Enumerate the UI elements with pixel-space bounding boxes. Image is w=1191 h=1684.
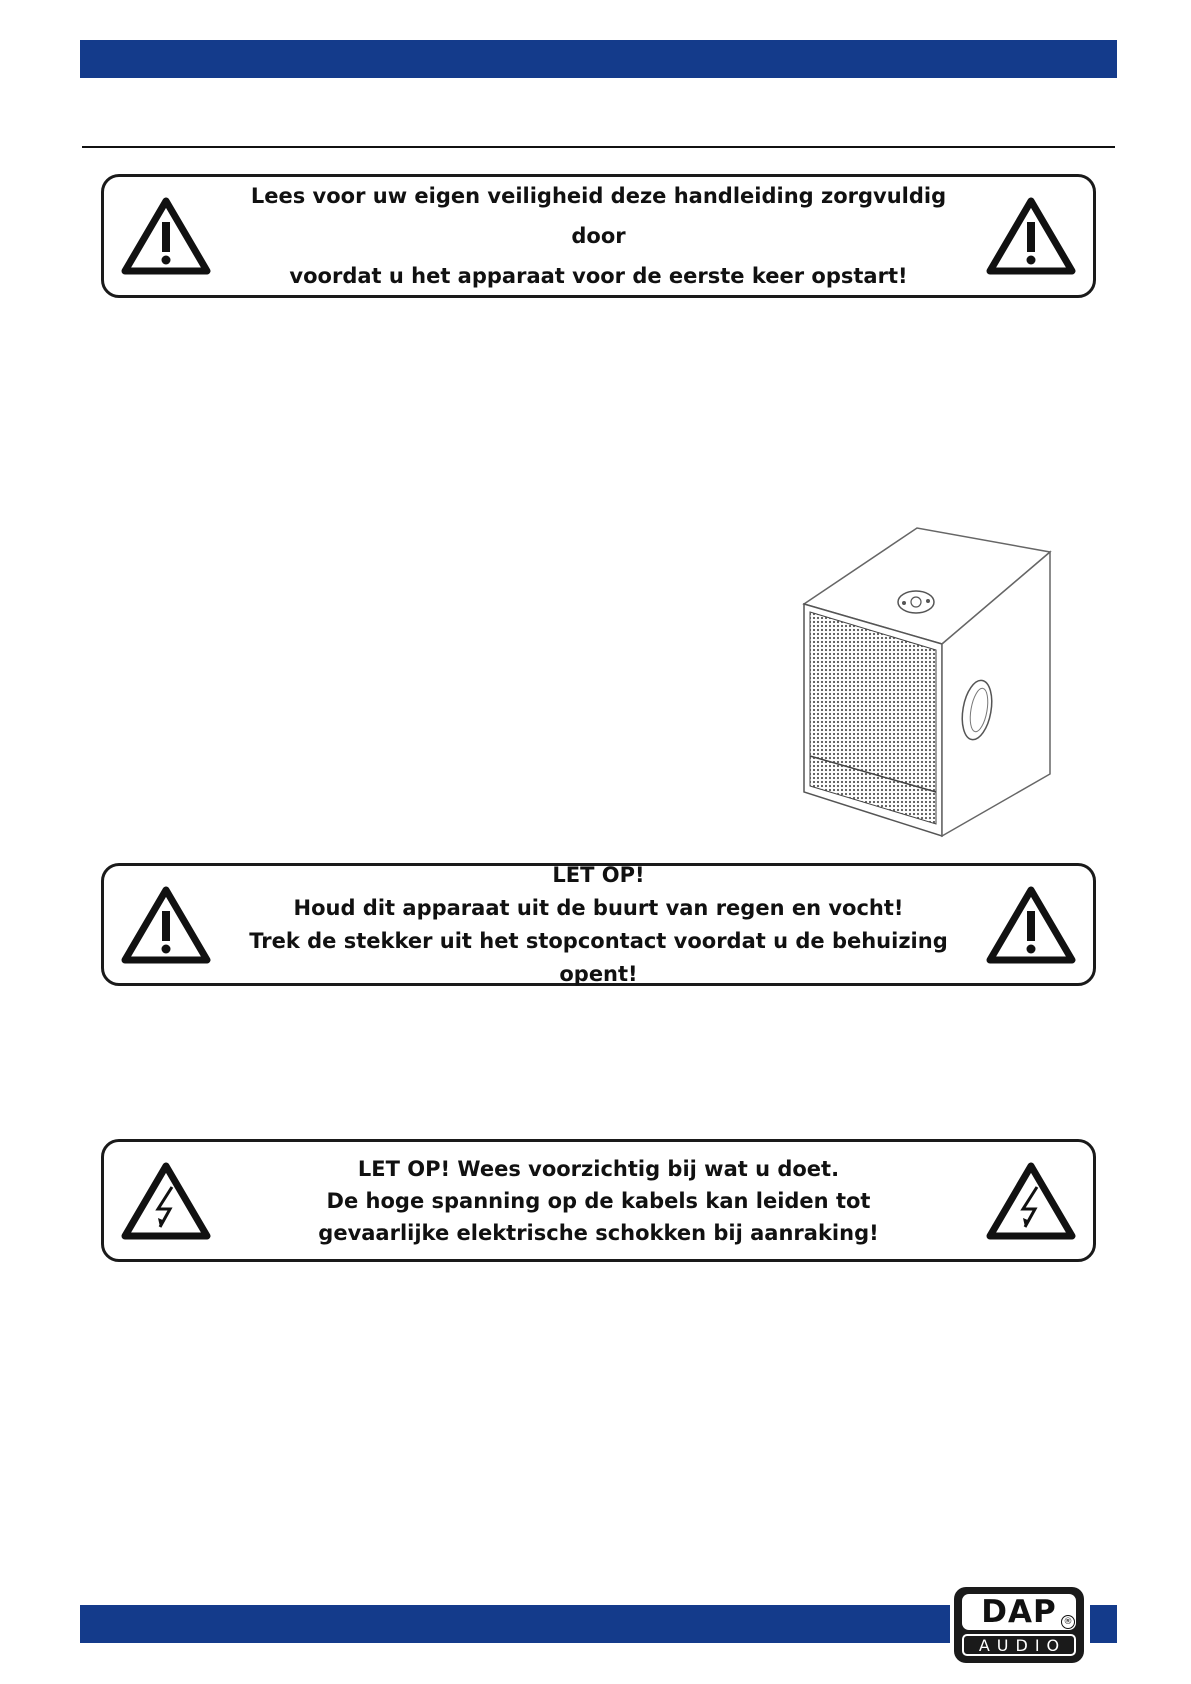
exclamation-triangle-icon xyxy=(120,196,212,276)
warning-read-manual xyxy=(101,174,1096,298)
warning-line: Lees voor uw eigen veiligheid deze handleiding zorgvuldig door xyxy=(250,184,947,248)
warning-line: Trek de stekker uit het stopcontact voordat u de behuizing opent! xyxy=(249,928,948,986)
dap-audio-logo xyxy=(954,1587,1084,1663)
warning-text xyxy=(224,862,973,986)
footer-bar xyxy=(80,1605,950,1643)
exclamation-triangle-icon xyxy=(985,885,1077,965)
exclamation-triangle-icon xyxy=(985,196,1077,276)
warning-moisture xyxy=(101,863,1096,986)
warning-line: voordat u het apparaat voor de eerste keer opstart! xyxy=(289,264,908,288)
warning-line: Houd dit apparaat uit de buurt van regen en vocht! xyxy=(293,895,904,920)
warning-voltage xyxy=(101,1139,1096,1262)
warning-line: De hoge spanning op de kabels kan leiden tot xyxy=(326,1188,871,1213)
exclamation-triangle-icon xyxy=(120,885,212,965)
warning-text xyxy=(224,1142,973,1259)
warning-line: gevaarlijke elektrische schokken bij aanraking! xyxy=(318,1220,879,1245)
warning-heading: LET OP! Wees voorzichtig bij wat u doet. xyxy=(357,1156,840,1181)
warning-text xyxy=(224,177,973,295)
header-bar xyxy=(80,40,1117,78)
subwoofer-illustration xyxy=(792,524,1054,842)
header-rule xyxy=(82,146,1115,148)
logo-wordmark: DAP xyxy=(981,1594,1057,1630)
lightning-triangle-icon xyxy=(985,1161,1077,1241)
logo-top-panel xyxy=(962,1594,1076,1630)
warning-heading: LET OP! xyxy=(552,862,645,887)
lightning-triangle-icon xyxy=(120,1161,212,1241)
logo-subtitle: AUDIO xyxy=(962,1634,1076,1656)
footer-bar-end xyxy=(1090,1605,1117,1643)
registered-mark: ® xyxy=(1061,1615,1075,1629)
